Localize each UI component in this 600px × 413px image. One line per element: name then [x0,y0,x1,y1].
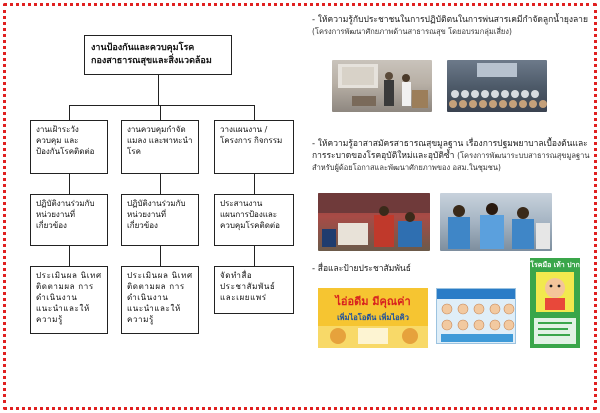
connector-col1-mid [69,174,70,194]
org-chart-title [84,35,232,75]
col1-low-box: ประเมินผล นิเทศ ติดตามผล การดำเนินงาน แนะนำและให้ความรู้ [30,266,108,334]
connector-col2-mid [160,174,161,194]
iodine-poster [318,288,428,348]
hfmd-poster-title: โรคมือ เท้า ปาก [530,261,580,269]
first-aid-photo-1-art [318,193,430,251]
section2-main: - ให้ความรู้อาสาสมัครสาธารณสุขมูลฐาน เรื่องการปฐมพยาบาลเบื้องต้นและการระบาดของโรคอุบัติใหม่และอุบัติซ้ำ [312,139,588,161]
hfmd-poster-art [530,258,580,348]
col1-head-box: งานเฝ้าระวัง ควบคุม และป้องกันโรคติดต่อ [30,120,108,174]
connector-vertical-main [158,75,159,105]
iodine-poster-title: ไอ่อดีม มีคุณค่า [335,295,411,308]
handwashing-poster [436,288,516,344]
connector-col2-low [160,246,161,266]
section2-text [312,138,592,174]
connector-col1-low [69,246,70,266]
org-chart-title-line2: กองสาธารณสุขและสิ่งแวดล้อม [91,56,212,66]
section2-sub: (โครงการพัฒนาระบบสาธารณสุขมูลฐานสำหรับผู้ด้อยโอกาสและพัฒนาศักยภาพของ อสม.ในชุมชน) [312,151,590,172]
col2-mid-box: ปฏิบัติงานร่วมกับหน่วยงานที่เกี่ยวข้อง [121,194,199,246]
section1-text [312,14,590,38]
hfmd-poster [530,258,580,348]
training-photo-1 [332,60,432,112]
col3-low-box: จัดทำสื่อประชาสัมพันธ์และเผยแพร่ [214,266,294,314]
connector-horizontal [69,105,254,106]
section1-main: - ให้ความรู้กับประชาชนในการปฏิบัติตนในการพ่นสารเคมีกำจัดลูกน้ำยุงลาย [312,15,588,25]
col3-head-box: วางแผนงาน /โครงการ กิจกรรม [214,120,294,174]
first-aid-photo-2-art [440,193,552,251]
connector-col1 [69,105,70,120]
iodine-poster-sub: เพิ่มไอโอดีน เพิ่มไอคิว [337,313,409,322]
col1-mid-box: ปฏิบัติงานร่วมกับหน่วยงานที่เกี่ยวข้อง [30,194,108,246]
connector-col3-low [254,246,255,266]
training-photo-2 [447,60,547,112]
section1-sub: (โครงการพัฒนาศักยภาพด้านสาธารณสุข โดยอบรมกลุ่มเสี่ยง) [312,27,512,36]
first-aid-photo-1 [318,193,430,251]
handwashing-poster-art [437,289,516,344]
connector-col2 [160,105,161,120]
section3-main: - สื่อและป้ายประชาสัมพันธ์ [312,264,411,274]
col2-head-box: งานควบคุมกำจัดแมลง และพาหะนำโรค [121,120,199,174]
col2-low-box: ประเมินผล นิเทศ ติดตามผล การดำเนินงาน แนะนำและให้ความรู้ [121,266,199,334]
training-photo-2-art [447,60,547,112]
section3-text [312,263,512,275]
first-aid-photo-2 [440,193,552,251]
org-chart-title-line1: งานป้องกันและควบคุมโรค [91,43,195,53]
connector-col3-mid [254,174,255,194]
col3-mid-box: ประสานงานแผนการป้องและควบคุมโรคติดต่อ [214,194,294,246]
training-photo-1-art [332,60,432,112]
connector-col3 [254,105,255,120]
